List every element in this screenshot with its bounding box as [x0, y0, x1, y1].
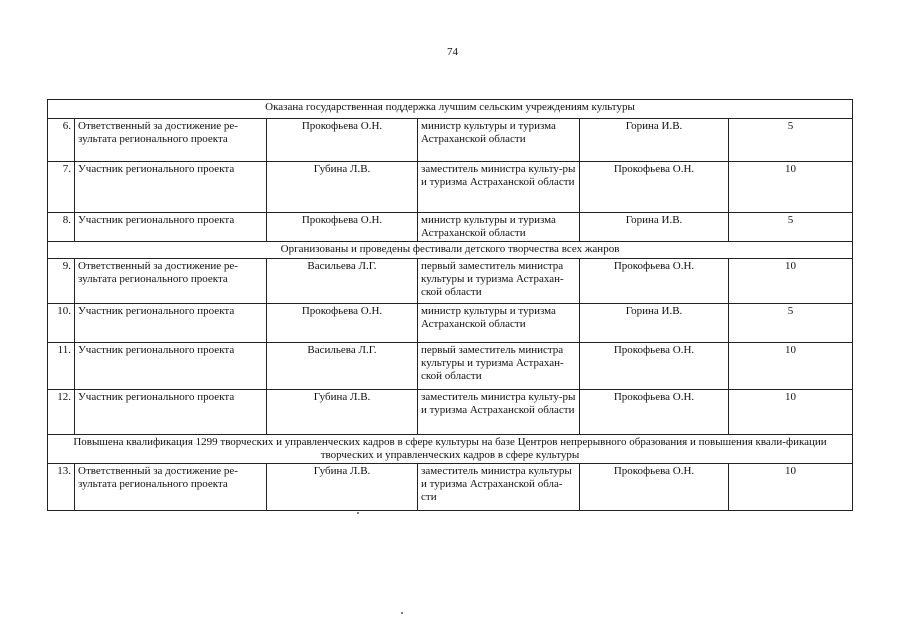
role-cell: Участник регионального проекта [75, 213, 267, 242]
table-row [48, 390, 853, 435]
section-title: Повышена квалификация 1299 творческих и управленческих кадров в сфере культуры на базе Центров непрерывного образования и повышения квали-фикации творческих и управленческих кадров в сфере культуры [48, 435, 853, 464]
value-cell: 5 [729, 119, 853, 162]
value-cell: 10 [729, 343, 853, 390]
person-cell: Прокофьева О.Н. [267, 304, 418, 343]
role-cell: Участник регионального проекта [75, 390, 267, 435]
person-cell: Васильева Л.Г. [267, 343, 418, 390]
person-cell: Губина Л.В. [267, 464, 418, 511]
value-cell: 5 [729, 213, 853, 242]
section-row [48, 242, 853, 259]
value-cell: 10 [729, 390, 853, 435]
row-number: 13. [48, 464, 75, 511]
responsibility-table [47, 99, 853, 511]
table-row [48, 304, 853, 343]
table-row [48, 259, 853, 304]
scan-speck [357, 512, 359, 514]
role-cell: Ответственный за достижение ре-зультата регионального проекта [75, 119, 267, 162]
position-cell: министр культуры и туризма Астраханской области [418, 119, 580, 162]
row-number: 9. [48, 259, 75, 304]
supervisor-cell: Горина И.В. [580, 304, 729, 343]
section-title: Организованы и проведены фестивали детского творчества всех жанров [48, 242, 853, 259]
row-number: 11. [48, 343, 75, 390]
row-number: 6. [48, 119, 75, 162]
table-row [48, 119, 853, 162]
role-cell: Ответственный за достижение ре-зультата регионального проекта [75, 464, 267, 511]
row-number: 7. [48, 162, 75, 213]
position-cell: первый заместитель министра культуры и туризма Астрахан-ской области [418, 259, 580, 304]
supervisor-cell: Прокофьева О.Н. [580, 162, 729, 213]
row-number: 12. [48, 390, 75, 435]
position-cell: министр культуры и туризма Астраханской области [418, 304, 580, 343]
value-cell: 10 [729, 259, 853, 304]
supervisor-cell: Прокофьева О.Н. [580, 390, 729, 435]
role-cell: Участник регионального проекта [75, 343, 267, 390]
value-cell: 10 [729, 162, 853, 213]
role-cell: Ответственный за достижение ре-зультата регионального проекта [75, 259, 267, 304]
supervisor-cell: Горина И.В. [580, 119, 729, 162]
table-row [48, 464, 853, 511]
position-cell: первый заместитель министра культуры и туризма Астрахан-ской области [418, 343, 580, 390]
table-row [48, 162, 853, 213]
value-cell: 10 [729, 464, 853, 511]
table-row [48, 213, 853, 242]
position-cell: заместитель министра культу-ры и туризма Астраханской области [418, 162, 580, 213]
value-cell: 5 [729, 304, 853, 343]
row-number: 10. [48, 304, 75, 343]
person-cell: Прокофьева О.Н. [267, 119, 418, 162]
position-cell: министр культуры и туризма Астраханской области [418, 213, 580, 242]
section-row [48, 100, 853, 119]
supervisor-cell: Горина И.В. [580, 213, 729, 242]
scan-speck [401, 612, 403, 614]
row-number: 8. [48, 213, 75, 242]
supervisor-cell: Прокофьева О.Н. [580, 464, 729, 511]
table-row [48, 343, 853, 390]
person-cell: Губина Л.В. [267, 162, 418, 213]
supervisor-cell: Прокофьева О.Н. [580, 343, 729, 390]
position-cell: заместитель министра культуры и туризма Астраханской обла-сти [418, 464, 580, 511]
section-title: Оказана государственная поддержка лучшим сельским учреждениям культуры [48, 100, 853, 119]
role-cell: Участник регионального проекта [75, 304, 267, 343]
supervisor-cell: Прокофьева О.Н. [580, 259, 729, 304]
position-cell: заместитель министра культу-ры и туризма Астраханской области [418, 390, 580, 435]
person-cell: Прокофьева О.Н. [267, 213, 418, 242]
person-cell: Губина Л.В. [267, 390, 418, 435]
person-cell: Васильева Л.Г. [267, 259, 418, 304]
section-row [48, 435, 853, 464]
page-number: 74 [447, 46, 458, 58]
role-cell: Участник регионального проекта [75, 162, 267, 213]
